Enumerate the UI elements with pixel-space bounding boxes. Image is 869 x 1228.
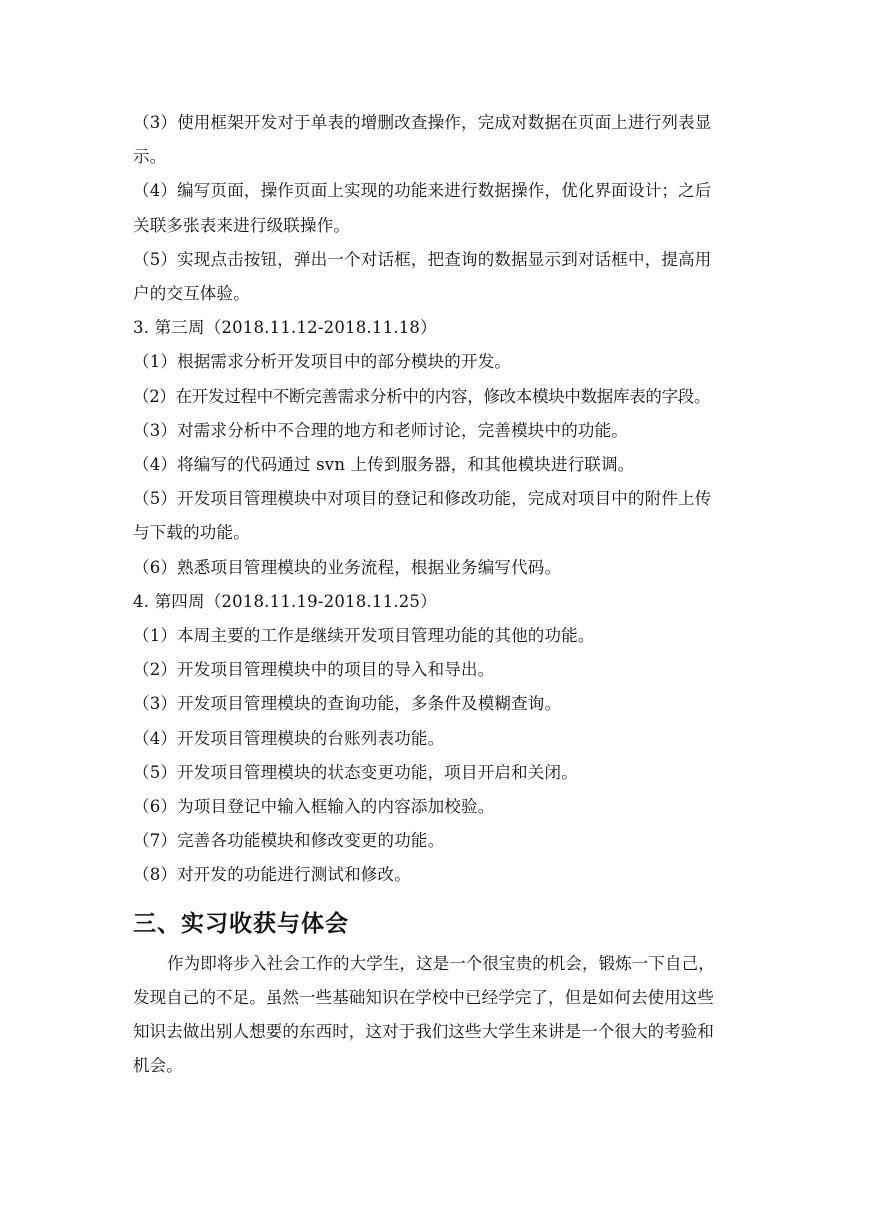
list-item (133, 448, 743, 482)
list-item (133, 243, 743, 311)
list-item-line: 与下载的功能。 (133, 523, 250, 543)
list-item (133, 106, 743, 174)
list-item (133, 722, 743, 756)
list-item (133, 551, 743, 585)
list-item-line: 关联多张表来进行级联操作。 (133, 215, 351, 235)
week4-title: 4. 第四周（2018.11.19-2018.11.25） (133, 591, 437, 611)
paragraph-line: 发现自己的不足。虽然一些基础知识在学校中已经学完了，但是如何去使用这些 (133, 987, 714, 1007)
list-item-line: （3）对需求分析中不合理的地方和老师讨论，完善模块中的功能。 (133, 420, 628, 440)
list-item-line: （1）本周主要的工作是继续开发项目管理功能的其他的功能。 (133, 626, 595, 646)
list-item (133, 790, 743, 824)
list-item-line: （3）开发项目管理模块的查询功能，多条件及模糊查询。 (133, 694, 562, 714)
list-item (133, 824, 743, 858)
page-content (133, 106, 743, 1083)
list-item-line: （3）使用框架开发对于单表的增删改查操作，完成对数据在页面上进行列表显 (133, 113, 712, 132)
list-item-line: （5）开发项目管理模块中对项目的登记和修改功能，完成对项目中的附件上传 (133, 489, 712, 509)
week3-list (133, 345, 743, 584)
list-item-line: （6）为项目登记中输入框输入的内容添加校验。 (133, 797, 495, 817)
list-item (133, 345, 743, 379)
list-item (133, 653, 743, 687)
list-item (133, 858, 743, 892)
section-paragraph (133, 947, 743, 1084)
list-item (133, 756, 743, 790)
list-item-line: （1）根据需求分析开发项目中的部分模块的开发。 (133, 352, 512, 372)
paragraph-line: 作为即将步入社会工作的大学生，这是一个很宝贵的机会，锻炼一下自己， (167, 953, 715, 973)
list-item-line: （2）在开发过程中不断完善需求分析中的内容，修改本模块中数据库表的字段。 (133, 386, 711, 406)
list-item-line: （6）熟悉项目管理模块的业务流程，根据业务编写代码。 (133, 557, 562, 577)
list-item (133, 380, 743, 414)
list-item-line: （4）编写页面，操作页面上实现的功能来进行数据操作，优化界面设计；之后 (133, 181, 712, 201)
list-item (133, 174, 743, 242)
list-item-line: （4）开发项目管理模块的台账列表功能。 (133, 728, 445, 748)
list-item (133, 482, 743, 550)
week3-title: 3. 第三周（2018.11.12-2018.11.18） (133, 318, 437, 338)
list-item-line: （8）对开发的功能进行测试和修改。 (133, 865, 411, 885)
list-item-line: （5）实现点击按钮，弹出一个对话框，把查询的数据显示到对话框中，提高用 (133, 249, 712, 269)
list-item (133, 414, 743, 448)
list-item-line: （7）完善各功能模块和修改变更的功能。 (133, 831, 445, 851)
paragraph-line: 机会。 (133, 1056, 183, 1076)
section-heading: 三、实习收获与体会 (133, 910, 349, 937)
list-item-line: 户的交互体验。 (133, 284, 250, 304)
list-item-line: （5）开发项目管理模块的状态变更功能，项目开启和关闭。 (133, 762, 578, 782)
week2-list (133, 106, 743, 311)
paragraph-line: 知识去做出别人想要的东西时，这对于我们这些大学生来讲是一个很大的考验和 (133, 1022, 714, 1042)
list-item-line: （2）开发项目管理模块中的项目的导入和导出。 (133, 660, 495, 680)
list-item (133, 619, 743, 653)
list-item-line: 示。 (133, 147, 167, 167)
week4-list (133, 619, 743, 893)
list-item-line: （4）将编写的代码通过 svn 上传到服务器，和其他模块进行联调。 (133, 455, 635, 475)
list-item (133, 687, 743, 721)
